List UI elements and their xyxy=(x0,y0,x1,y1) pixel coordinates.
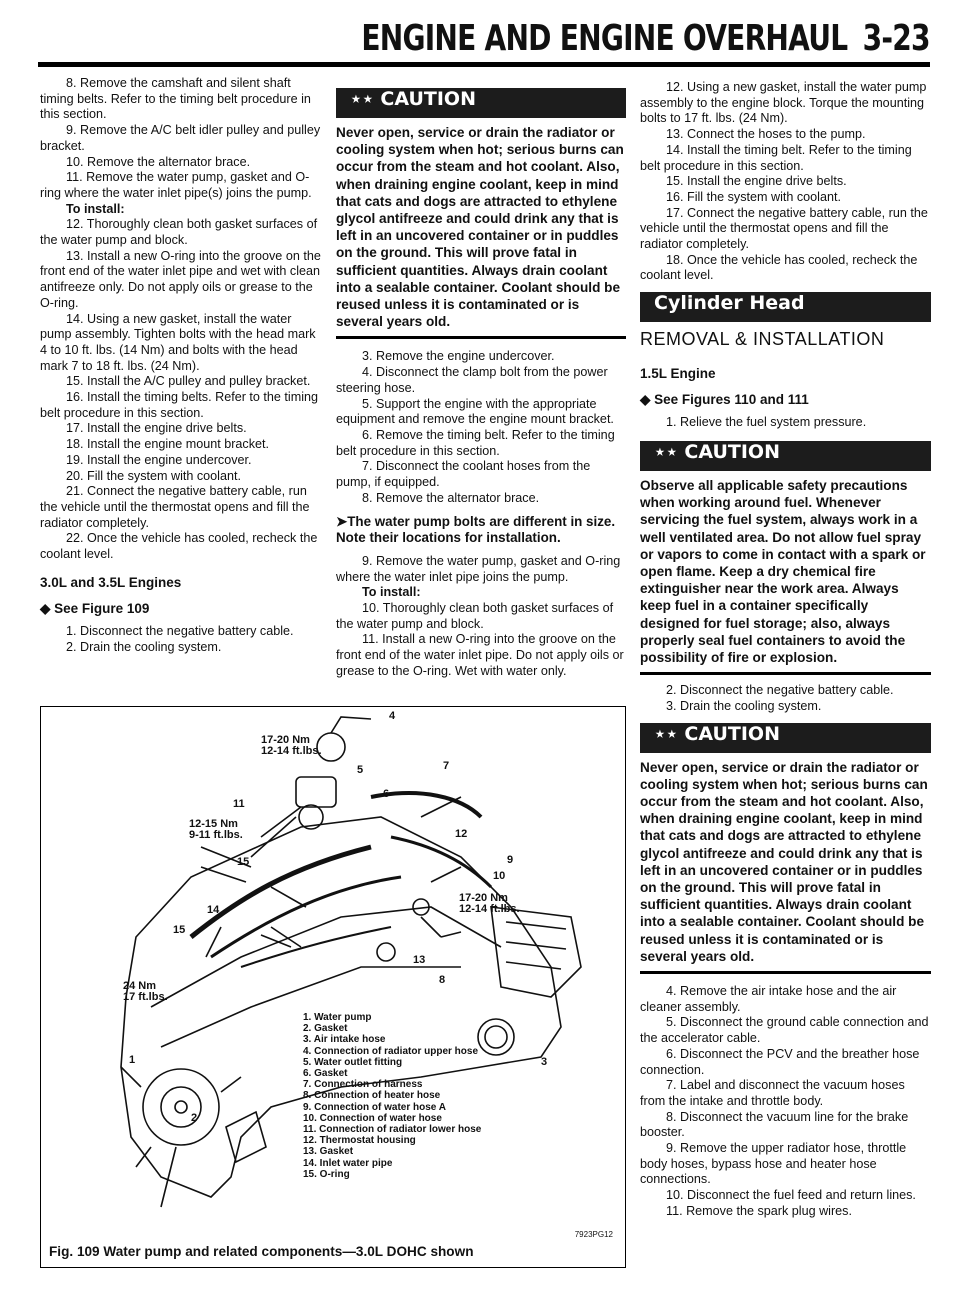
step-text: 14. Using a new gasket, install the water pump assembly. Tighten bolts with the head mark 4 to 10 ft. lbs. (14 Nm) and bolts with the head mark 7 to 18 ft. lbs. (24 Nm). xyxy=(40,311,316,373)
see-figure-link[interactable]: ◆ See Figure 109 xyxy=(40,600,150,616)
legend-item: 3. Air intake hose xyxy=(303,1034,386,1046)
callout-8: 8 xyxy=(439,974,446,986)
caution-text: Observe all applicable safety precautions when working around fuel. Whenever servicing the fuel system, always work in a well ventilated area. Do not allow fuel spray or vapors to come in contact with a spark or open flame. Keep a dry chemical fire extinguisher near the work area. Always keep fuel in a container specifically designed for fuel storage; also, always properly seal fuel containers to avoid the possibility of fire or explosion. xyxy=(640,477,931,675)
caution-text: Never open, service or drain the radiator or cooling system when hot; serious burns can occur from the steam and hot coolant. Also, when draining engine coolant, keep in mind that cats and dogs are attracted to ethylene glycol antifreeze and could drink any that is left in an uncovered container or in puddles on the ground. This will prove fatal in sufficient quantities. Always drain coolant into a sealable container. Coolant should be reused unless it is contaminated or is several years old. xyxy=(640,759,931,974)
section-subtitle: REMOVAL & INSTALLATION xyxy=(640,329,885,350)
step-text: 13. Install a new O-ring into the groove on the front end of the water inlet pipe and wet with clean antifreeze only. Do not apply oils or grease to the O-ring. xyxy=(40,248,321,310)
caution-label: ⋆⋆ CAUTION xyxy=(654,722,780,745)
see-figures-text: See Figures 110 and 111 xyxy=(654,391,809,407)
engines-heading: 3.0L and 3.5L Engines xyxy=(40,574,182,590)
caution-label: ⋆⋆ CAUTION xyxy=(350,88,476,110)
callout-12: 12 xyxy=(455,828,468,840)
torque-callout xyxy=(123,981,168,1003)
callout-6: 6 xyxy=(383,788,390,800)
callout-3: 3 xyxy=(541,1056,548,1068)
legend-item: 2. Gasket xyxy=(303,1023,348,1035)
step-text: 1. Relieve the fuel system pressure. xyxy=(666,415,867,430)
step-text: 10. Disconnect the fuel feed and return lines. xyxy=(666,1188,916,1203)
callout-15b: 15 xyxy=(173,924,186,936)
step-text: 3. Drain the cooling system. xyxy=(666,698,822,713)
note-text: The water pump bolts are different in size. Note their locations for installation. xyxy=(336,514,616,546)
torque-value: 17-20 Nm xyxy=(261,734,310,746)
step-text: 5. Support the engine with the appropriate equipment and remove the engine mount bracket. xyxy=(336,396,614,427)
legend-item: 13. Gasket xyxy=(303,1146,354,1158)
torque-callout xyxy=(459,893,520,915)
torque-value: 9-11 ft.lbs. xyxy=(189,829,243,841)
column-3 xyxy=(640,80,931,1220)
step-text: 3. Remove the engine undercover. xyxy=(362,349,555,364)
engine-heading: 1.5L Engine xyxy=(640,365,716,381)
torque-value: 17 ft.lbs. xyxy=(123,991,168,1003)
figure-caption: Fig. 109 Water pump and related components—3.0L DOHC shown xyxy=(49,1244,474,1259)
callout-10: 10 xyxy=(493,870,506,882)
legend-item: 8. Connection of heater hose xyxy=(303,1090,441,1102)
figure-109 xyxy=(40,706,626,1268)
callout-1: 1 xyxy=(129,1054,136,1066)
legend-item: 4. Connection of radiator upper hose xyxy=(303,1045,479,1057)
step-text: 13. Connect the hoses to the pump. xyxy=(666,127,866,142)
step-text: 17. Install the engine drive belts. xyxy=(66,421,247,436)
callout-2: 2 xyxy=(191,1112,198,1124)
section-title: Cylinder Head xyxy=(654,292,805,315)
column-2 xyxy=(336,84,626,680)
torque-value: 17-20 Nm xyxy=(459,892,508,904)
step-text: 22. Once the vehicle has cooled, recheck the coolant level. xyxy=(40,531,318,562)
section-banner xyxy=(640,292,931,322)
torque-value: 12-15 Nm xyxy=(189,818,238,830)
step-text: 4. Remove the air intake hose and the air cleaner assembly. xyxy=(640,984,897,1014)
step-text: 15. Install the engine drive belts. xyxy=(666,174,847,189)
torque-value: 12-14 ft.lbs. xyxy=(261,745,322,757)
step-text: 7. Label and disconnect the vacuum hoses from the intake and throttle body. xyxy=(640,1078,905,1108)
callout-9: 9 xyxy=(507,854,514,866)
callout-15: 15 xyxy=(237,856,250,868)
torque-callout xyxy=(261,735,322,757)
caution-banner xyxy=(336,88,626,118)
callout-14: 14 xyxy=(207,904,220,916)
step-text: 8. Disconnect the vacuum line for the brake booster. xyxy=(640,1109,909,1140)
page-number: 3-23 xyxy=(862,18,930,59)
step-text: 18. Once the vehicle has cooled, recheck the coolant level. xyxy=(640,252,918,283)
step-text: 8. Remove the camshaft and silent shaft timing belts. Refer to the timing belt procedure in this section. xyxy=(40,76,311,122)
see-figure-text: See Figure 109 xyxy=(54,600,150,616)
step-text: 5. Disconnect the ground cable connection and the accelerator cable. xyxy=(640,1015,929,1046)
step-text: 12. Using a new gasket, install the water pump assembly to the engine block. Torque the mounting bolts to 17 ft. lbs. (24 Nm). xyxy=(640,80,927,126)
step-text: 17. Connect the negative battery cable, run the vehicle until the thermostat opens and fill the radiator completely. xyxy=(640,205,928,252)
step-text: 6. Disconnect the PCV and the breather hose connection. xyxy=(640,1046,920,1077)
torque-value: 24 Nm xyxy=(123,980,157,992)
callout-11: 11 xyxy=(233,798,245,810)
caution-label-text: CAUTION xyxy=(380,88,476,110)
callout-7: 7 xyxy=(443,760,450,772)
see-figures-link[interactable]: ◆ See Figures 110 and 111 xyxy=(640,391,809,407)
install-label: To install: xyxy=(362,585,421,600)
step-text: 15. Install the A/C pulley and pulley bracket. xyxy=(66,374,311,389)
legend-item: 5. Water outlet fitting xyxy=(303,1056,403,1068)
legend-item: 1. Water pump xyxy=(303,1012,372,1023)
step-text: 4. Disconnect the clamp bolt from the power steering hose. xyxy=(336,365,608,395)
legend-item: 7. Connection of harness xyxy=(303,1079,423,1091)
caution-label-text: CAUTION xyxy=(684,722,780,745)
chapter-title: ENGINE AND ENGINE OVERHAUL xyxy=(361,18,848,59)
step-text: 8. Remove the alternator brace. xyxy=(362,490,540,505)
step-text: 9. Remove the water pump, gasket and O-ring where the water inlet pipe joins the pump. xyxy=(336,553,621,584)
step-text: 16. Fill the system with coolant. xyxy=(666,189,841,204)
step-text: 21. Connect the negative battery cable, run the vehicle until the thermostat opens and fill the radiator completely. xyxy=(40,484,310,530)
callout-5: 5 xyxy=(357,764,364,776)
legend-item: 9. Connection of water hose A xyxy=(303,1101,446,1113)
legend-item: 12. Thermostat housing xyxy=(303,1135,416,1147)
column-1 xyxy=(40,76,323,656)
step-text: 1. Disconnect the negative battery cable. xyxy=(66,624,294,639)
step-text: 11. Install a new O-ring into the groove on the front end of the water inlet pipe. Do not apply oils or grease to the O-ring. Wet with water only. xyxy=(336,632,624,678)
step-text: 2. Drain the cooling system. xyxy=(66,639,222,654)
step-text: 11. Remove the water pump, gasket and O-ring where the water inlet pipe(s) joins the pump. xyxy=(40,170,312,200)
note: ➤The water pump bolts are different in size. Note their locations for installation. xyxy=(336,514,616,546)
figure-code: 7923PG12 xyxy=(574,1230,613,1239)
install-label: To install: xyxy=(66,201,125,216)
step-text: 20. Fill the system with coolant. xyxy=(66,468,241,483)
caution-banner xyxy=(640,441,931,471)
callout-13: 13 xyxy=(413,954,426,966)
torque-callout xyxy=(189,819,243,841)
step-text: 18. Install the engine mount bracket. xyxy=(66,437,270,452)
step-text: 16. Install the timing belts. Refer to the timing belt procedure in this section. xyxy=(40,390,318,420)
legend-item: 14. Inlet water pipe xyxy=(303,1157,393,1169)
step-text: 2. Disconnect the negative battery cable. xyxy=(666,683,894,698)
caution-label: ⋆⋆ CAUTION xyxy=(654,440,780,463)
torque-value: 12-14 ft.lbs. xyxy=(459,903,520,915)
step-text: 9. Remove the A/C belt idler pulley and pulley bracket. xyxy=(40,123,321,153)
step-text: 14. Install the timing belt. Refer to the timing belt procedure in this section. xyxy=(640,142,912,173)
legend-item: 6. Gasket xyxy=(303,1068,348,1080)
caution-label-text: CAUTION xyxy=(684,440,780,463)
step-text: 10. Remove the alternator brace. xyxy=(66,154,251,169)
caution-banner xyxy=(640,723,931,753)
page-title xyxy=(362,18,930,59)
legend-item: 10. Connection of water hose xyxy=(303,1112,442,1124)
callout-4: 4 xyxy=(389,710,396,722)
caution-text: Never open, service or drain the radiator or cooling system when hot; serious burns can occur from the steam and hot coolant. Also, when draining engine coolant, keep in mind that cats and dogs are attracted to ethylene glycol antifreeze and could drink any that is left in an uncovered container or in puddles on the ground. This will prove fatal in sufficient quantities. Always drain coolant into a sealable container. Coolant should be reused unless it is contaminated or is several years old. xyxy=(336,124,626,339)
legend-item: 15. O-ring xyxy=(303,1168,350,1180)
step-text: 9. Remove the upper radiator hose, throttle body hoses, bypass hose and heater hose connections. xyxy=(640,1141,907,1187)
legend-item: 11. Connection of radiator lower hose xyxy=(303,1124,482,1136)
step-text: 7. Disconnect the coolant hoses from the pump, if equipped. xyxy=(336,459,591,490)
page-header xyxy=(0,0,960,70)
step-text: 19. Install the engine undercover. xyxy=(66,452,252,467)
step-text: 11. Remove the spark plug wires. xyxy=(666,1203,852,1218)
step-text: 6. Remove the timing belt. Refer to the timing belt procedure in this section. xyxy=(336,427,615,458)
step-text: 10. Thoroughly clean both gasket surfaces of the water pump and block. xyxy=(336,600,614,631)
step-text: 12. Thoroughly clean both gasket surfaces of the water pump and block. xyxy=(40,217,318,248)
header-rule xyxy=(38,62,930,67)
figure-legend xyxy=(303,1012,583,1180)
